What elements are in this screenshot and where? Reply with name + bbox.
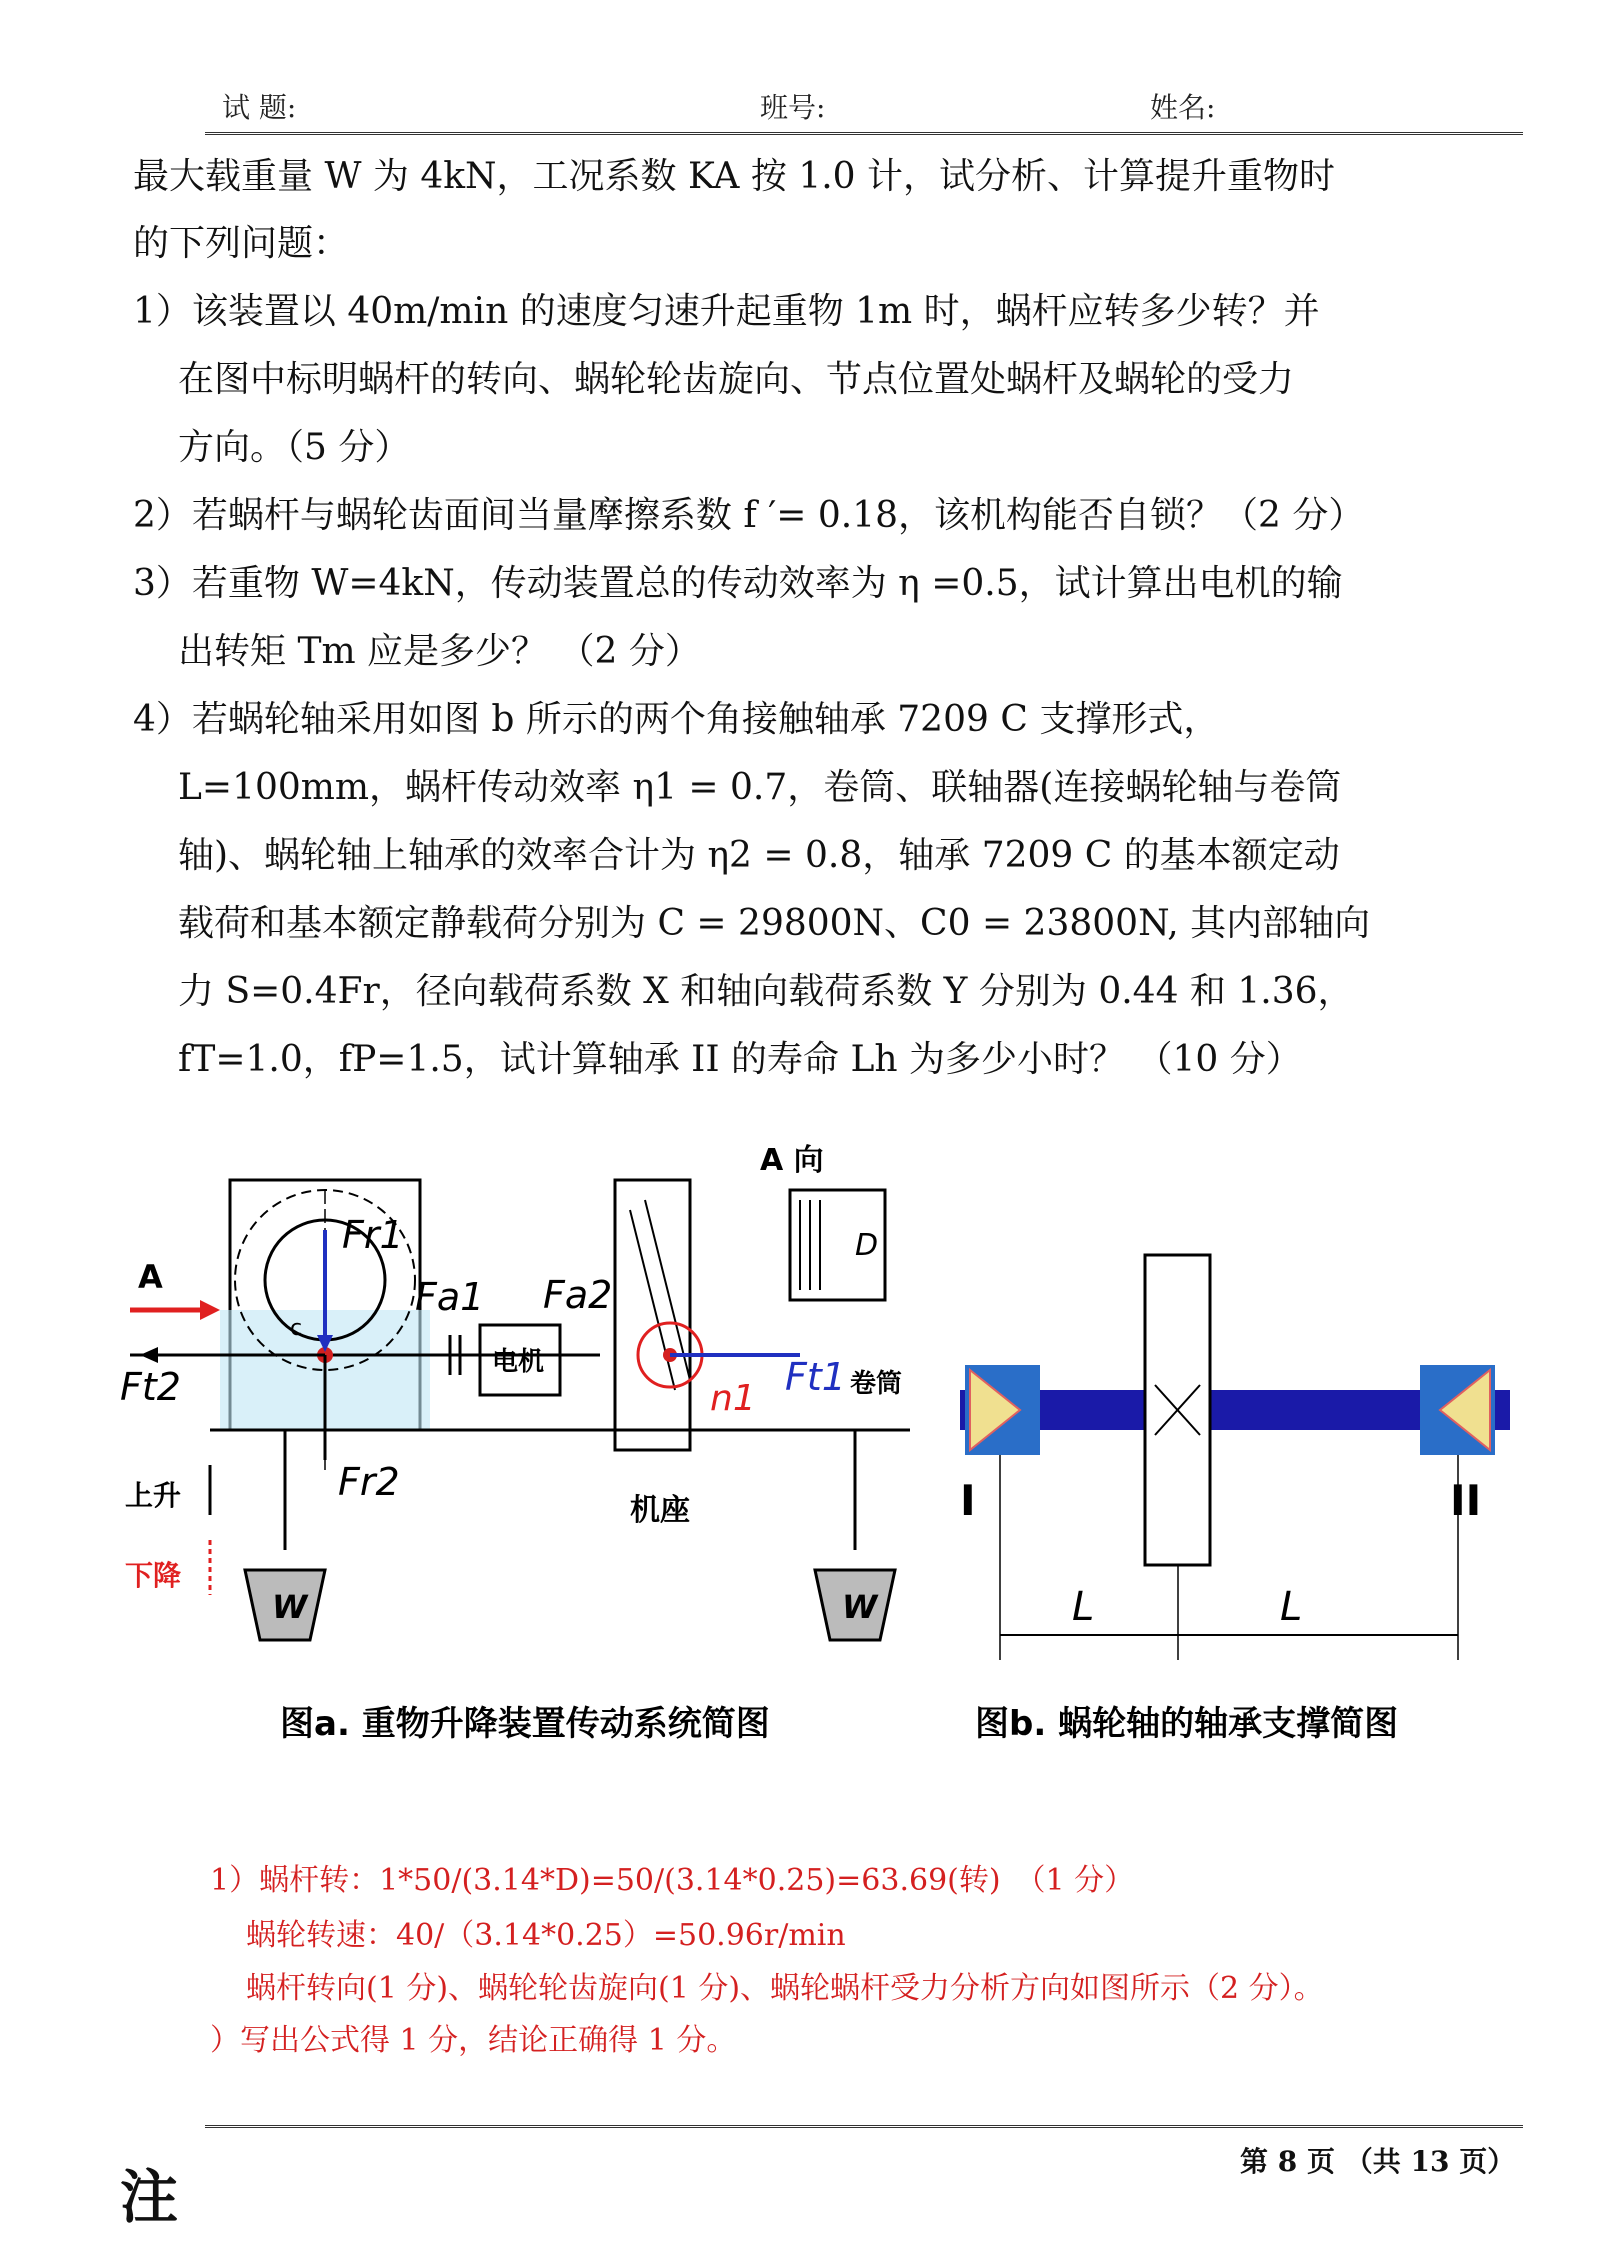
- header-class-label: 班号:: [760, 91, 826, 124]
- label-L-left: L: [1072, 1584, 1095, 1630]
- intro-line-1: 最大载重量 W 为 4kN，工况系数 KA 按 1.0 计，试分析、计算提升重物时: [133, 156, 1336, 197]
- q1-line-1: 1）该装置以 40m/min 的速度匀速升起重物 1m 时，蜗杆应转多少转？并: [133, 291, 1320, 332]
- label-Fa1: Fa1: [415, 1275, 485, 1319]
- label-bearing-II: II: [1450, 1476, 1482, 1525]
- footer-rule: [205, 2125, 1523, 2128]
- header-rule: [205, 132, 1523, 135]
- q4-line-2: L=100mm，蜗杆传动效率 η1 = 0.7，卷筒、联轴器(连接蜗轮轴与卷筒: [178, 767, 1342, 808]
- q4-line-3: 轴)、蜗轮轴上轴承的效率合计为 η2 = 0.8，轴承 7209 C 的基本额定动: [178, 835, 1340, 876]
- q1-line-2: 在图中标明蜗杆的转向、蜗轮轮齿旋向、节点位置处蜗杆及蜗轮的受力: [178, 359, 1295, 400]
- answer-line-1: 1）蜗杆转：1*50/(3.14*D)=50/(3.14*0.25)=63.69(转) （1 分）: [210, 1863, 1135, 1898]
- page-number: 第 8 页 （共 13 页）: [1240, 2145, 1516, 2178]
- label-L-right: L: [1280, 1584, 1303, 1630]
- label-bearing-I: I: [960, 1476, 976, 1525]
- q4-line-4: 载荷和基本额定静载荷分别为 C = 29800N、C0 = 23800N, 其内部轴向: [178, 903, 1371, 944]
- caption-figure-a: 图a. 重物升降装置传动系统简图: [280, 1704, 770, 1744]
- answer-line-3: 蜗杆转向(1 分)、蜗轮轮齿旋向(1 分)、蜗轮蜗杆受力分析方向如图所示（2 分）。: [246, 1971, 1324, 2006]
- q3-line-1: 3）若重物 W=4kN，传动装置总的传动效率为 η =0.5，试计算出电机的输: [133, 563, 1343, 604]
- label-A-view: A 向: [760, 1143, 824, 1178]
- intro-line-2: 的下列问题：: [133, 223, 350, 264]
- label-fall: 下降: [125, 1559, 182, 1592]
- label-Fr2: Fr2: [338, 1460, 400, 1504]
- label-drum: 卷筒: [850, 1369, 903, 1399]
- caption-figure-b: 图b. 蜗轮轴的轴承支撑简图: [975, 1704, 1399, 1744]
- section-housing: [615, 1180, 690, 1450]
- side-mark: 注: [120, 2163, 179, 2231]
- label-D: D: [855, 1228, 879, 1263]
- header-name-label: 姓名:: [1150, 91, 1216, 124]
- header-exam-label: 试 题:: [222, 91, 297, 124]
- label-Fa2: Fa2: [543, 1273, 613, 1317]
- label-c: c: [290, 1316, 303, 1341]
- label-n1: n1: [710, 1378, 756, 1419]
- label-weight-left: W: [272, 1588, 308, 1626]
- figure-a-diagram: [110, 1130, 960, 1770]
- q4-line-6: fT=1.0，fP=1.5，试计算轴承 II 的寿命 Lh 为多少小时？ （10 分）: [178, 1039, 1302, 1080]
- figure-b-diagram: [960, 1240, 1520, 1770]
- label-Ft1: Ft1: [785, 1355, 846, 1399]
- answer-line-2: 蜗轮转速：40/（3.14*0.25）=50.96r/min: [246, 1918, 846, 1953]
- label-A: A: [138, 1258, 163, 1296]
- q4-line-1: 4）若蜗轮轴采用如图 b 所示的两个角接触轴承 7209 C 支撑形式，: [133, 699, 1220, 740]
- label-Fr1: Fr1: [342, 1213, 404, 1257]
- label-motor: 电机: [492, 1347, 545, 1377]
- q4-line-5: 力 S=0.4Fr，径向载荷系数 X 和轴向载荷系数 Y 分别为 0.44 和 1.36，: [178, 971, 1354, 1012]
- label-base: 机座: [630, 1493, 690, 1528]
- q2-line-1: 2）若蜗杆与蜗轮齿面间当量摩擦系数 f ′= 0.18，该机构能否自锁？（2 分）: [133, 495, 1365, 536]
- label-Ft2: Ft2: [120, 1365, 181, 1409]
- q3-line-2: 出转矩 Tm 应是多少？ （2 分）: [178, 631, 701, 672]
- answer-line-4: ）写出公式得 1 分，结论正确得 1 分。: [210, 2023, 737, 2058]
- q1-line-3: 方向。（5 分）: [178, 427, 411, 468]
- label-weight-right: W: [842, 1588, 878, 1626]
- label-rise: 上升: [125, 1479, 182, 1512]
